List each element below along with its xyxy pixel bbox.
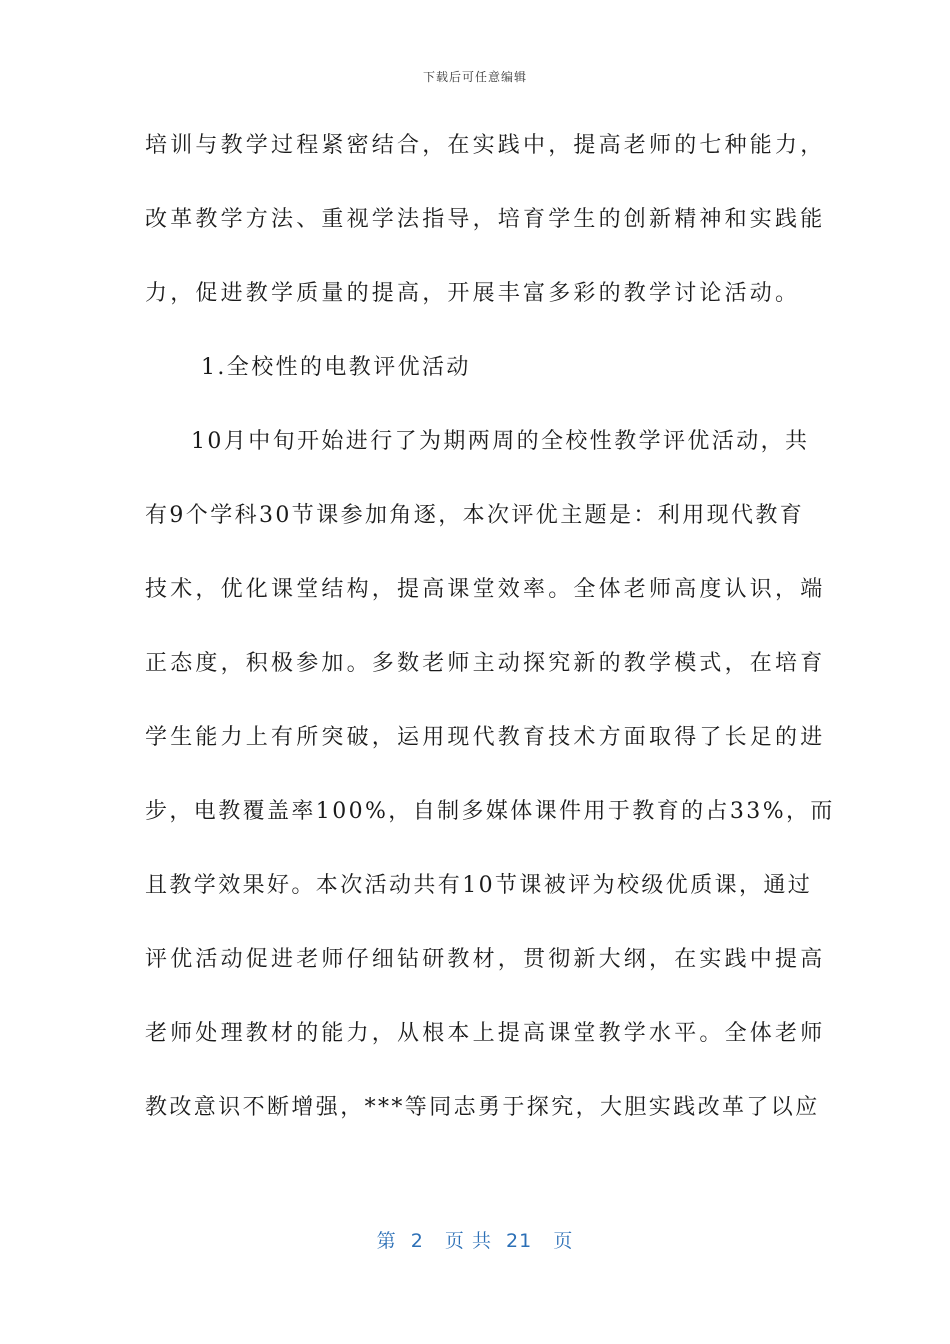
section-heading: 1.全校性的电教评优活动 [201,355,471,380]
body-line: 老师处理教材的能力，从根本上提高课堂教学水平。全体老师 [145,1021,826,1046]
body-line: 力，促进教学质量的提高，开展丰富多彩的教学讨论活动。 [145,281,801,306]
download-note: 下载后可任意编辑 [422,70,527,84]
body-line: 10月中旬开始进行了为期两周的全校性教学评优活动，共 [191,429,810,454]
body-line: 评优活动促进老师仔细钻研教材，贯彻新大纲，在实践中提高 [145,947,826,972]
document-body [145,118,835,1154]
body-line: 培训与教学过程紧密结合，在实践中，提高老师的七种能力， [145,133,826,158]
body-line: 有9个学科30节课参加角逐，本次评优主题是：利用现代教育 [145,503,805,528]
body-line: 改革教学方法、重视学法指导，培育学生的创新精神和实践能 [145,207,826,232]
body-line: 且教学效果好。本次活动共有10节课被评为校级优质课，通过 [145,873,813,898]
body-line: 步，电教覆盖率100%，自制多媒体课件用于教育的占33%，而 [145,799,835,824]
body-line: 教改意识不断增强，***等同志勇于探究，大胆实践改革了以应 [145,1095,820,1120]
page-number-footer: 第 2 页 共 21 页 [376,1230,574,1252]
body-line: 学生能力上有所突破，运用现代教育技术方面取得了长足的进 [145,725,826,750]
body-line: 技术，优化课堂结构，提高课堂效率。全体老师高度认识，端 [145,577,826,602]
body-line: 正态度，积极参加。多数老师主动探究新的教学模式，在培育 [145,651,826,676]
